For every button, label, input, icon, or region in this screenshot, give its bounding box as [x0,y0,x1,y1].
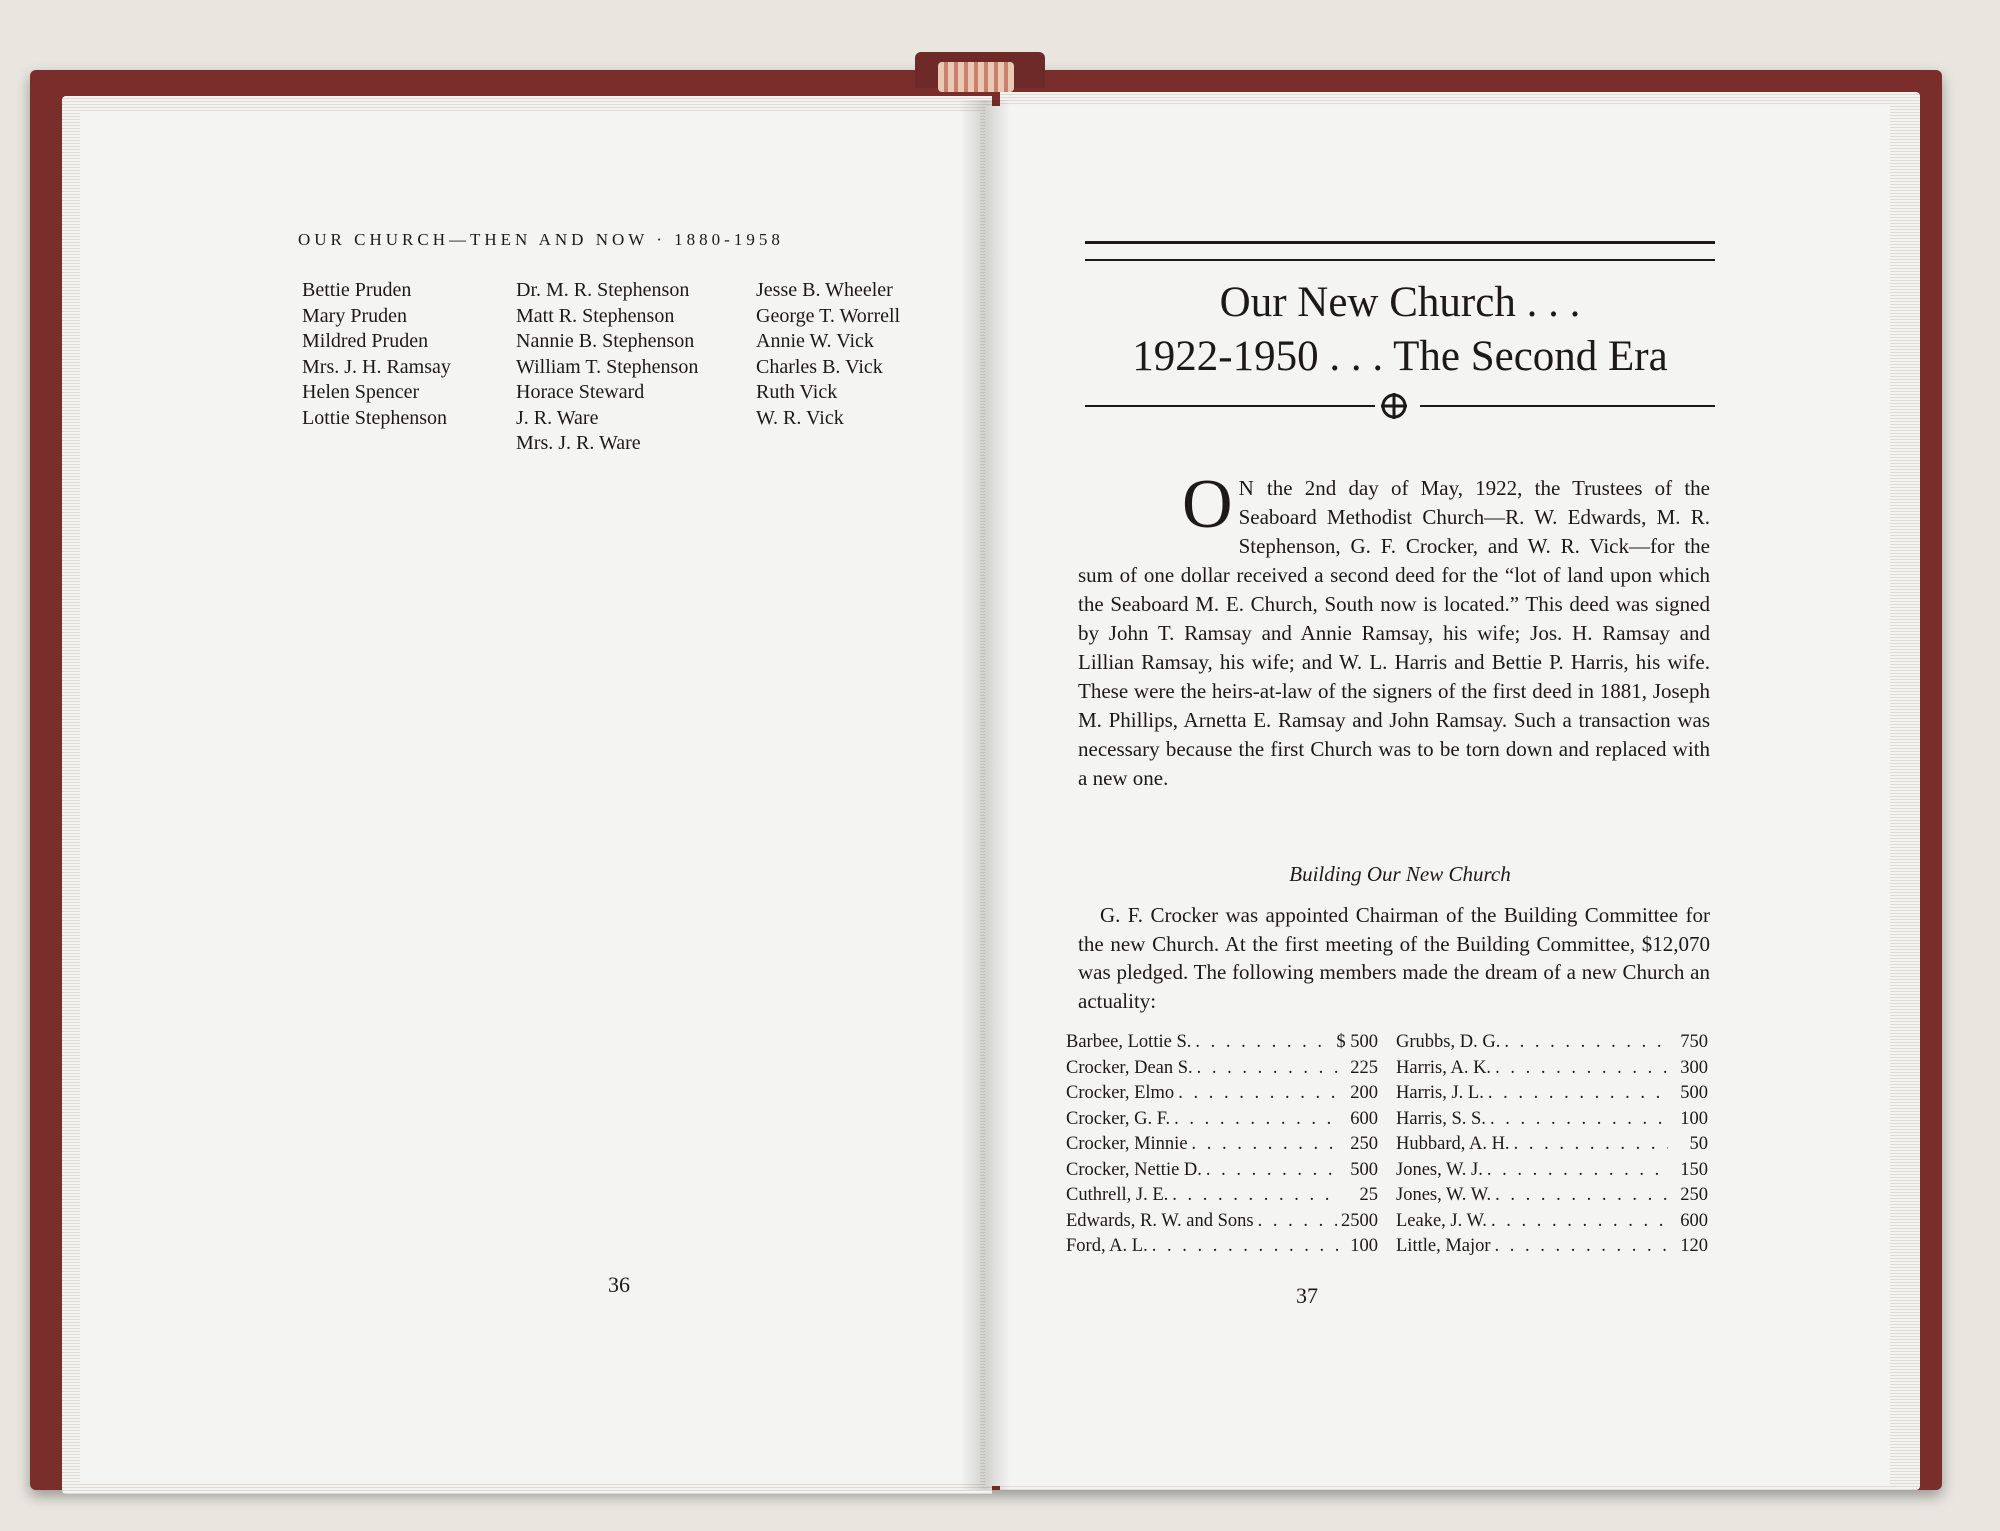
paragraph-text: the 2nd day of May, 1922, the Trustees of the Seaboard Methodist Church—R. W. Edwards, M. R. Stephenson, G. F. Crocker, and W. R. Vick—for the sum of one dollar received a second deed for the “lot of land upon which the Seaboard M. E. Church, South now is located.” This deed was signed by John T. Ramsay and Annie Ramsay, his wife; Jos. H. Ramsay and Lillian Ramsay, his wife; and W. L. Harris and Bettie P. Harris, his wife. These were the heirs-at-law of the signers of the first deed in 1881, Joseph M. Phillips, Arnetta E. Ramsay and John Ramsay. Such a transaction was necessary because the first Church was to be torn down and replaced with a new one. [1078,476,1710,790]
page-number-left: 36 [608,1272,630,1297]
chapter-title-line-2: 1922-1950 . . . The Second Era [1132,333,1668,380]
donor-row [1066,1209,1378,1235]
donor-row [1396,1056,1708,1082]
donor-list-right [1396,1030,1708,1260]
donor-name: Grubbs, D. G. [1396,1032,1501,1052]
donor-name: Crocker, Dean S. [1066,1057,1193,1078]
donor-row [1066,1056,1378,1082]
member-name: Nannie B. Stephenson [516,330,695,352]
deed-paragraph [1078,466,1710,793]
member-name: Mrs. J. H. Ramsay [302,355,451,378]
page-number-right: 37 [1296,1283,1318,1308]
member-name: Lottie Stephenson [302,406,447,429]
donor-row [1066,1234,1378,1260]
member-name: Matt R. Stephenson [516,304,675,327]
member-column-3 [756,278,900,431]
donor-name: Crocker, G. F. [1066,1108,1171,1129]
dot-leader [1495,1183,1668,1209]
donor-name: Jones, W. J. [1396,1159,1483,1180]
donor-row [1396,1209,1708,1235]
dot-leader [1504,1030,1668,1056]
member-name: William T. Stephenson [516,355,699,378]
donor-amount: 250 [1680,1185,1708,1205]
donor-amount: 250 [1350,1134,1378,1154]
donor-list-left [1066,1030,1378,1260]
donor-row [1396,1158,1708,1184]
dot-leader [1514,1132,1668,1158]
member-name: Ruth Vick [756,381,838,403]
title-rule-top-thin [1085,259,1715,261]
member-name: J. R. Ware [516,406,599,429]
member-name: Bettie Pruden [302,279,412,301]
member-name: George T. Worrell [756,304,901,327]
donor-amount: 600 [1350,1108,1378,1129]
drop-cap: O [1182,466,1233,543]
donor-row [1066,1081,1378,1107]
dot-leader [1197,1056,1338,1082]
donor-row [1396,1183,1708,1209]
donor-amount: 2500 [1341,1210,1378,1231]
section-subheading: Building Our New Church [1289,862,1511,886]
member-name: Annie W. Vick [756,330,874,352]
donor-amount: 600 [1680,1210,1708,1231]
donor-name: Leake, J. W. [1396,1210,1487,1231]
member-name: Dr. M. R. Stephenson [516,279,690,301]
donor-amount: 100 [1350,1236,1378,1256]
donor-name: Jones, W. W. [1396,1185,1492,1205]
donor-amount: 225 [1350,1057,1378,1078]
donor-row [1396,1081,1708,1107]
donor-name: Harris, S. S. [1396,1108,1486,1129]
dot-leader [1495,1234,1668,1260]
dot-leader [1258,1209,1337,1235]
member-name: Mrs. J. R. Ware [516,432,641,454]
dot-leader [1174,1107,1338,1133]
donor-amount: 750 [1680,1032,1708,1052]
member-name: Mildred Pruden [302,330,429,352]
donor-name: Ford, A. L. [1066,1236,1148,1256]
donor-name: Edwards, R. W. and Sons [1066,1210,1254,1231]
donor-row [1066,1158,1378,1184]
donor-amount: 200 [1350,1083,1378,1103]
donor-amount: $ 500 [1336,1032,1378,1052]
donor-name: Crocker, Elmo [1066,1083,1175,1103]
donor-row [1396,1030,1708,1056]
dot-leader [1172,1183,1338,1209]
dot-leader [1192,1132,1338,1158]
member-column-2 [516,278,698,457]
donor-amount: 150 [1680,1159,1708,1180]
donor-row [1396,1234,1708,1260]
donor-row [1066,1107,1378,1133]
member-name: Horace Steward [516,381,645,403]
donor-name: Little, Major [1396,1236,1491,1256]
dot-leader [1487,1158,1668,1184]
donor-name: Crocker, Minnie [1066,1134,1188,1154]
donor-name: Cuthrell, J. E. [1066,1185,1169,1205]
dot-leader [1491,1209,1668,1235]
member-name: Mary Pruden [302,304,407,327]
dot-leader [1206,1158,1338,1184]
donor-name: Crocker, Nettie D. [1066,1159,1202,1180]
donor-amount: 500 [1680,1083,1708,1103]
cross-ornament-icon [1380,392,1408,420]
book-gutter [960,100,1010,1490]
lead-word: N [1238,476,1255,500]
donor-row [1066,1030,1378,1056]
dot-leader [1490,1107,1668,1133]
chapter-title-line-1: Our New Church . . . [1219,279,1581,326]
member-column-1 [302,278,451,431]
donor-name: Barbee, Lottie S. [1066,1032,1192,1052]
member-name: W. R. Vick [756,406,844,429]
donor-amount: 25 [1359,1185,1378,1205]
donor-row [1396,1107,1708,1133]
dot-leader [1488,1081,1668,1107]
title-rule-bottom-left [1085,405,1375,407]
building-paragraph: G. F. Crocker was appointed Chairman of the Building Committee for the new Church. At the first meeting of the Building Committee, $12,070 was pledged. The following members made the dream of a new Church an actuality: [1078,903,1710,1013]
donor-name: Harris, J. L. [1396,1083,1484,1103]
member-name: Jesse B. Wheeler [756,279,893,301]
member-name: Charles B. Vick [756,355,883,378]
donor-amount: 120 [1680,1236,1708,1256]
title-rule-top [1085,241,1715,244]
donor-amount: 50 [1689,1134,1708,1154]
donor-amount: 100 [1680,1108,1708,1129]
member-name: Helen Spencer [302,381,420,403]
donor-row [1066,1132,1378,1158]
running-head: OUR CHURCH—THEN AND NOW · 1880-1958 [298,230,784,249]
dot-leader [1152,1234,1338,1260]
donor-amount: 300 [1680,1057,1708,1078]
dot-leader [1495,1056,1668,1082]
donor-name: Hubbard, A. H. [1396,1134,1510,1154]
donor-name: Harris, A. K. [1396,1057,1492,1078]
donor-row [1396,1132,1708,1158]
dot-leader [1178,1081,1338,1107]
dot-leader [1195,1030,1332,1056]
title-rule-bottom-right [1420,405,1715,407]
donor-amount: 500 [1350,1159,1378,1180]
bookmark-ribbon [938,62,1014,92]
donor-row [1066,1183,1378,1209]
